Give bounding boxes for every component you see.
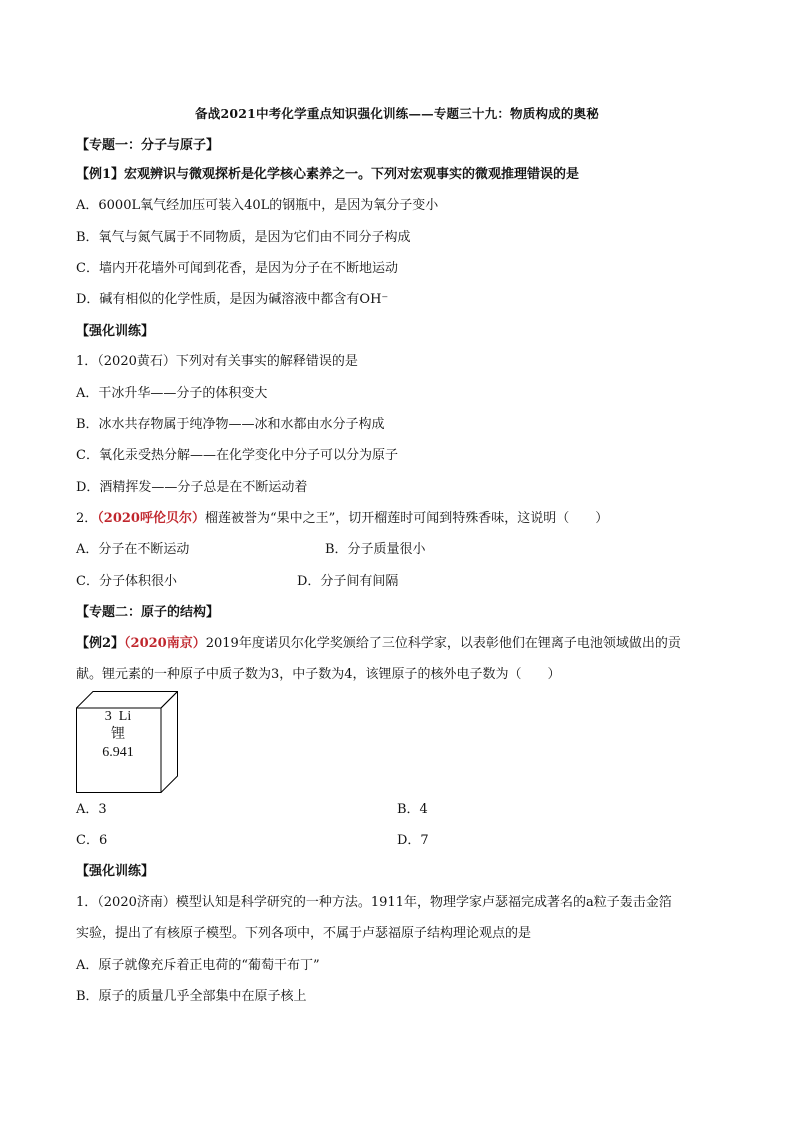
example-1-option-a: A．6000L氧气经加压可装入40L的钢瓶中，是因为氧分子变小 bbox=[76, 198, 439, 213]
example-2-line-1 bbox=[76, 634, 681, 654]
training-2-q1-option-a: A．原子就像充斥着正电荷的“葡萄干布丁” bbox=[76, 958, 320, 973]
example-2-option-c: C．6 bbox=[76, 833, 108, 848]
training-2-q1-option-b: B．原子的质量几乎全部集中在原子核上 bbox=[76, 989, 307, 1004]
document-title: 备战2021中考化学重点知识强化训练——专题三十九：物质构成的奥秘 bbox=[195, 106, 599, 121]
example-2-source: （2020南京） bbox=[124, 636, 206, 651]
example-2-label: 【例2】 bbox=[76, 636, 125, 651]
training-1-q2-text bbox=[76, 509, 608, 529]
example-2-option-a: A．3 bbox=[76, 802, 107, 817]
element-tile-text bbox=[76, 708, 160, 762]
training-1-q1-text: 1．（2020黄石）下列对有关事实的解释错误的是 bbox=[76, 354, 358, 369]
training-1-q1-option-d: D．酒精挥发——分子总是在不断运动着 bbox=[76, 480, 308, 495]
example-2-line-2: 献。锂元素的一种原子中质子数为3，中子数为4，该锂原子的核外电子数为（ ） bbox=[76, 667, 561, 682]
example-1-text: 宏观辨识与微观探析是化学核心素养之一。下列对宏观事实的微观推理错误的是 bbox=[124, 167, 580, 182]
training-heading-1: 【强化训练】 bbox=[76, 324, 155, 339]
example-1-option-d: D．碱有相似的化学性质，是因为碱溶液中都含有OH⁻ bbox=[76, 292, 389, 307]
example-2-option-d: D．7 bbox=[397, 833, 429, 848]
training-1-q2-source: （2020呼伦贝尔） bbox=[97, 511, 205, 526]
topic-heading-2: 【专题二：原子的结构】 bbox=[76, 605, 220, 620]
training-1-q2-option-c: C．分子体积很小 bbox=[76, 574, 177, 589]
cube-side-face bbox=[161, 692, 178, 793]
training-1-q2-option-a: A．分子在不断运动 bbox=[76, 542, 190, 557]
example-1-option-c: C．墙内开花墙外可闻到花香，是因为分子在不断地运动 bbox=[76, 261, 398, 276]
cube-top-face bbox=[77, 692, 178, 709]
element-number-symbol: 3 Li bbox=[104, 709, 132, 724]
training-2-q1-line-1: 1．（2020济南）模型认知是科学研究的一种方法。1911年，物理学家卢瑟福完成著名的a粒子轰击金箔 bbox=[76, 895, 672, 910]
element-name: 锂 bbox=[111, 727, 125, 742]
training-1-q2-option-b: B．分子质量很小 bbox=[325, 542, 426, 557]
training-1-q2-number: 2． bbox=[76, 511, 98, 526]
training-2-q1-line-2: 实验，提出了有核原子模型。下列各项中，不属于卢瑟福原子结构理论观点的是 bbox=[76, 926, 532, 941]
example-1-question bbox=[76, 165, 579, 185]
training-1-q1-option-b: B．冰水共存物属于纯净物——冰和水都由水分子构成 bbox=[76, 417, 385, 432]
topic-heading-1: 【专题一：分子与原子】 bbox=[76, 138, 220, 153]
training-1-q1-option-a: A．干冰升华——分子的体积变大 bbox=[76, 386, 268, 401]
element-atomic-mass: 6.941 bbox=[102, 745, 134, 760]
training-1-q2-body: 榴莲被誉为“果中之王”，切开榴莲时可闻到特殊香味，这说明（ ） bbox=[204, 511, 609, 526]
example-1-label: 【例1】 bbox=[76, 167, 125, 182]
example-2-option-b: B．4 bbox=[397, 802, 428, 817]
training-1-q2-option-d: D．分子间有间隔 bbox=[297, 574, 399, 589]
training-heading-2: 【强化训练】 bbox=[76, 864, 155, 879]
example-2-text-1: 2019年度诺贝尔化学奖颁给了三位科学家，以表彰他们在锂离子电池领域做出的贡 bbox=[205, 636, 681, 651]
training-1-q1-option-c: C．氧化汞受热分解——在化学变化中分子可以分为原子 bbox=[76, 448, 398, 463]
example-1-option-b: B．氧气与氮气属于不同物质，是因为它们由不同分子构成 bbox=[76, 230, 411, 245]
